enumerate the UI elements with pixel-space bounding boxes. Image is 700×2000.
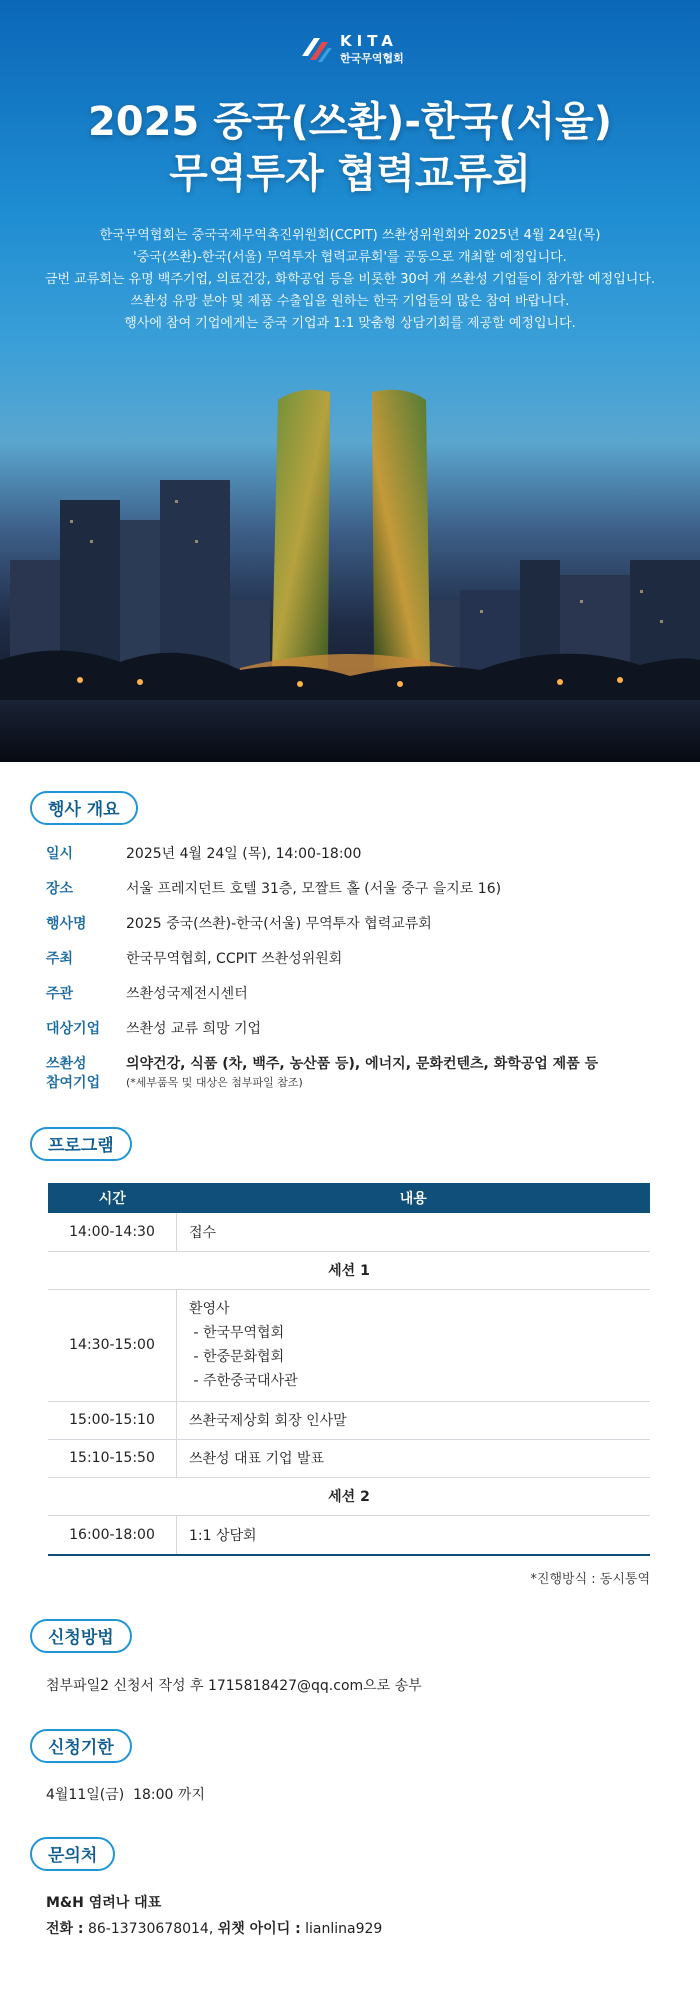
table-cell-time: 15:00-15:10 xyxy=(48,1401,177,1439)
table-session-label: 세션 2 xyxy=(48,1477,650,1515)
table-session-label: 세션 1 xyxy=(48,1251,650,1289)
table-row xyxy=(48,1515,650,1555)
intro-line: '중국(쓰촨)-한국(서울) 무역투자 협력교류회'를 공동으로 개최할 예정입니다. xyxy=(133,250,567,265)
table-row xyxy=(48,1213,650,1251)
overview-value: 2025년 4월 24일 (목), 14:00-18:00 xyxy=(126,846,362,862)
section-heading-overview: 행사 개요 xyxy=(30,791,138,825)
section-heading-contact: 문의처 xyxy=(30,1837,115,1871)
overview-value: 서울 프레지던트 호텔 31층, 모짤트 홀 (서울 중구 을지로 16) xyxy=(126,881,502,897)
overview-label: 주최 xyxy=(46,951,74,967)
overview-label: 참여기업 xyxy=(46,1075,101,1091)
kita-logo-icon xyxy=(300,34,334,64)
overview-label: 쓰촨성 xyxy=(46,1056,87,1072)
contact-name: M&H 염려나 대표 xyxy=(46,1895,162,1911)
table-session-row xyxy=(48,1477,650,1515)
section-heading-deadline: 신청기한 xyxy=(30,1729,132,1763)
overview-value: 쓰촨성 교류 희망 기업 xyxy=(126,1021,262,1037)
contact-details xyxy=(46,1918,382,1938)
overview-row-participants xyxy=(46,1053,666,1093)
welcome-line: - 주한중국대사관 xyxy=(189,1373,298,1389)
table-session-row xyxy=(48,1251,650,1289)
intro-line: 금번 교류회는 유명 백주기업, 의료건강, 화학공업 등을 비롯한 30여 개 쓰촨성 기업들이 참가할 예정입니다. xyxy=(44,272,656,287)
overview-label: 주관 xyxy=(46,986,74,1002)
intro-line: 쓰촨성 유망 분야 및 제품 수출입을 원하는 한국 기업들의 많은 참여 바랍니다. xyxy=(130,294,570,309)
kita-logo xyxy=(300,32,410,66)
section-heading-apply: 신청방법 xyxy=(30,1619,132,1653)
table-header-row xyxy=(48,1183,650,1213)
wechat-value: lianlina929 xyxy=(305,1921,383,1937)
table-row xyxy=(48,1289,650,1401)
logo-brand: KITA xyxy=(340,32,398,50)
table-row xyxy=(48,1439,650,1477)
intro-line: 한국무역협회는 중국국제무역촉진위원회(CCPIT) 쓰촨성위원회와 2025년 4월 24일(목) xyxy=(99,228,601,243)
hero-banner xyxy=(0,0,700,762)
wechat-label: 위챗 아이디 : xyxy=(217,1921,301,1937)
hero-title-line-2: 무역투자 협력교류회 xyxy=(169,151,531,197)
logo-org-name: 한국무역협회 xyxy=(340,52,404,65)
table-header-content: 내용 xyxy=(177,1183,651,1213)
welcome-line: - 한중문화협회 xyxy=(189,1349,285,1365)
table-cell-content xyxy=(177,1289,651,1401)
table-row xyxy=(48,1401,650,1439)
table-cell-content: 1:1 상담회 xyxy=(177,1515,651,1555)
welcome-line: - 한국무역협회 xyxy=(189,1325,285,1341)
table-cell-time: 16:00-18:00 xyxy=(48,1515,177,1555)
overview-value: 쓰촨성국제전시센터 xyxy=(126,986,248,1002)
overview-value: 의약건강, 식품 (차, 백주, 농산품 등), 에너지, 문화컨텐츠, 화학공업 제품 등 xyxy=(126,1056,599,1072)
hero-intro xyxy=(30,225,670,335)
overview-note: (*세부품목 및 대상은 첨부파일 참조) xyxy=(126,1076,303,1089)
intro-line: 행사에 참여 기업에게는 중국 기업과 1:1 맞춤형 상담기회를 제공할 예정입니다. xyxy=(124,316,576,331)
table-cell-time: 15:10-15:50 xyxy=(48,1439,177,1477)
apply-text: 첨부파일2 신청서 작성 후 1715818427@qq.com으로 송부 xyxy=(46,1678,422,1694)
table-cell-content: 접수 xyxy=(177,1213,651,1251)
section-heading-program: 프로그램 xyxy=(30,1127,132,1161)
program-table xyxy=(48,1183,650,1556)
overview-label: 행사명 xyxy=(46,916,87,932)
table-header-time: 시간 xyxy=(48,1183,177,1213)
table-cell-time: 14:00-14:30 xyxy=(48,1213,177,1251)
overview-value: 2025 중국(쓰촨)-한국(서울) 무역투자 협력교류회 xyxy=(126,916,432,932)
overview-label: 일시 xyxy=(46,846,74,862)
hero-title-line-1: 2025 중국(쓰촨)-한국(서울) xyxy=(87,99,613,145)
phone-value: 86-13730678014, xyxy=(87,1921,214,1937)
table-cell-content: 쓰촨국제상회 회장 인사말 xyxy=(177,1401,651,1439)
welcome-line: 환영사 xyxy=(189,1301,230,1317)
interpretation-note: *진행방식 : 동시통역 xyxy=(530,1572,650,1587)
overview-label: 장소 xyxy=(46,881,74,897)
overview-value: 한국무역협회, CCPIT 쓰촨성위원회 xyxy=(126,951,343,967)
phone-label: 전화 : xyxy=(46,1921,84,1937)
table-cell-content: 쓰촨성 대표 기업 발표 xyxy=(177,1439,651,1477)
table-cell-time: 14:30-15:00 xyxy=(48,1289,177,1401)
overview-label: 대상기업 xyxy=(46,1021,101,1037)
deadline-text: 4월11일(금) 18:00 까지 xyxy=(46,1787,205,1803)
